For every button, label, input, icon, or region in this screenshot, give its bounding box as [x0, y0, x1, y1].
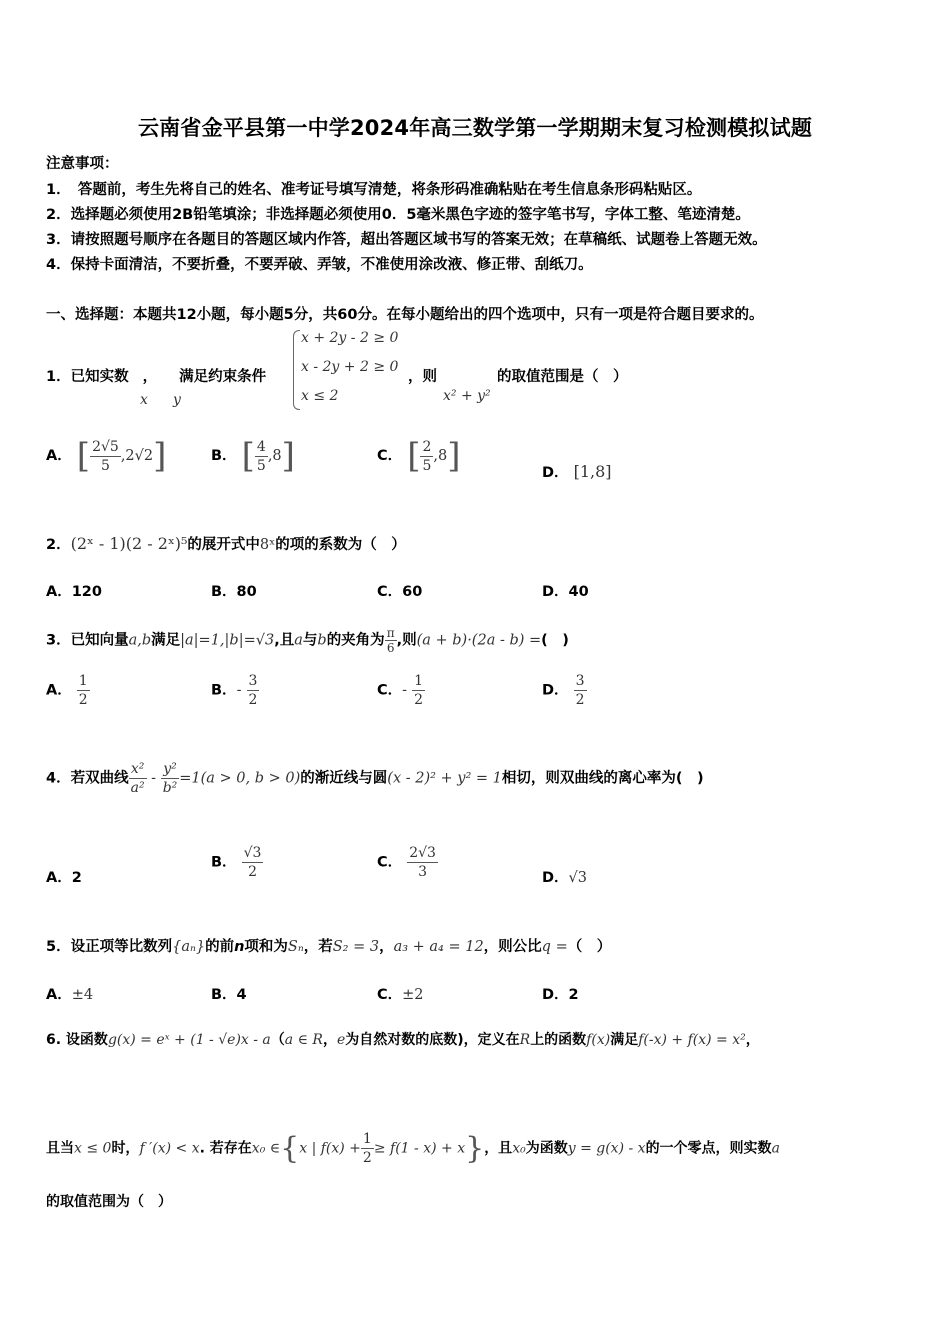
- q3-option-b[interactable]: [211, 672, 259, 709]
- q5-text-a: 5．设正项等比数列: [46, 939, 173, 955]
- frac-num: √3: [243, 845, 262, 861]
- q4-option-b[interactable]: [211, 844, 263, 881]
- q6-text-l: 为函数: [525, 1140, 568, 1157]
- q6-text-f: 满足: [610, 1032, 639, 1048]
- q6-set-b: ≥ f(1 - x) + x: [373, 1140, 466, 1157]
- q3-vars: a,b: [128, 632, 152, 649]
- q3-option-a-frac: [77, 672, 90, 709]
- q2-term: 8ˣ: [259, 537, 276, 553]
- q6-text-d: 为自然对数的底数)，定义在: [345, 1032, 520, 1048]
- q1-option-c[interactable]: [377, 436, 461, 476]
- q1-text-a: 1．已知实数: [46, 369, 129, 385]
- q5-text-b: 的前: [205, 939, 235, 955]
- q5-option-c-label: C．: [377, 987, 403, 1003]
- q3-option-c-sign: -: [402, 682, 408, 699]
- q3-option-a-label: A．: [46, 682, 72, 699]
- q4-option-c-label: C．: [377, 854, 403, 871]
- q3-var-b: b: [317, 632, 327, 649]
- notice-item-4: 4．保持卡面清洁，不要折叠，不要弄破、弄皱，不准使用涂改液、修正带、刮纸刀。: [46, 257, 593, 273]
- bracket-icon: [: [241, 436, 255, 476]
- q6-text-g: ，: [745, 1032, 760, 1048]
- q5-var-n: n: [234, 939, 245, 955]
- q3-condition: |a|=1,|b|=√3: [180, 632, 275, 649]
- frac-num: x²: [129, 760, 147, 779]
- q1-prefix: [46, 365, 266, 386]
- frac-den: a²: [130, 780, 145, 796]
- q5-line: [46, 935, 611, 956]
- frac-num: 1: [78, 673, 88, 689]
- q4-option-c-frac: [407, 844, 438, 881]
- bracket-icon: ]: [447, 436, 461, 476]
- q4-text-b: 的渐近线与圆: [300, 770, 388, 787]
- q6-line-1: [46, 1029, 760, 1049]
- q1-option-b-label: B．: [211, 448, 237, 464]
- q2-option-c[interactable]: C．60: [377, 584, 423, 600]
- q5-suffix: （ ）: [567, 939, 612, 955]
- q6-text-m: 的一个零点，则实数: [645, 1140, 772, 1157]
- q3-line: [46, 626, 569, 655]
- q1-option-d[interactable]: [542, 461, 612, 482]
- q1-option-b-frac: [255, 438, 268, 475]
- q2-option-b[interactable]: B．80: [211, 584, 257, 600]
- q2-suffix: 的项的系数为（ ）: [275, 537, 406, 553]
- frac-num: 2√3: [409, 845, 436, 861]
- frac-num: 2: [422, 438, 432, 455]
- q4-option-a-label: A．2: [46, 870, 82, 886]
- q6-a-in-r: a ∈ R: [284, 1032, 323, 1048]
- q4-option-b-frac: [242, 844, 264, 881]
- q4-suffix: 相切，则双曲线的离心率为( ): [501, 770, 704, 787]
- q6-text-j: . 若存在: [199, 1140, 252, 1157]
- q4-frac-x: [129, 760, 147, 797]
- bracket-icon: [: [76, 436, 91, 476]
- q3-option-d-frac: [574, 672, 587, 709]
- q6-text-h: 且当: [46, 1140, 74, 1157]
- section-heading: 一、选择题：本题共12小题，每小题5分，共60分。在每小题给出的四个选项中，只有一项是符合题目要求的。: [46, 307, 764, 323]
- q3-option-b-label: B．: [211, 682, 237, 699]
- q1-system: [301, 324, 398, 411]
- notice-heading: 注意事项：: [46, 156, 119, 172]
- q1-option-a-tail: ,2√2: [120, 448, 154, 464]
- q6-line-2: [46, 1130, 780, 1167]
- frac-den: 5: [256, 457, 266, 474]
- q1-text-b: 满足约束条件: [179, 369, 267, 385]
- q6-x0-in: x₀ ∈: [251, 1140, 281, 1157]
- q1-system-brace: [293, 330, 300, 410]
- frac-num: 4: [256, 438, 266, 455]
- frac-den: 2: [248, 864, 257, 880]
- q5-option-b-label: B．4: [211, 987, 247, 1003]
- q3-text-a: 3．已知向量: [46, 632, 129, 649]
- q6-condition: f(-x) + f(x) = x²: [638, 1032, 746, 1048]
- q5-option-c-value: ±2: [402, 987, 424, 1003]
- q1-var-y: y: [173, 392, 181, 408]
- frac-den: 2: [78, 692, 88, 708]
- q6-var-e: e: [336, 1032, 346, 1048]
- q6-function-y: y = g(x) - x: [567, 1140, 646, 1157]
- frac-num: 3: [248, 673, 258, 689]
- q6-condition-x: x ≤ 0: [74, 1140, 112, 1157]
- brace-open-icon: {: [280, 1131, 300, 1166]
- q1-constraint-3: x ≤ 2: [301, 388, 339, 404]
- q3-text-f: ,则: [396, 632, 417, 649]
- frac-den: 2: [248, 692, 258, 708]
- q3-text-d: 与: [302, 632, 318, 649]
- q4-circle: (x - 2)² + y² = 1: [387, 770, 502, 787]
- q1-option-a-frac: [90, 438, 121, 475]
- q5-option-c[interactable]: [377, 983, 424, 1004]
- q2-line: [46, 533, 406, 554]
- q3-expression: (a + b)·(2a - b) =: [416, 632, 542, 649]
- frac-num: 1: [362, 1131, 372, 1147]
- q5-text-e: ，则公比: [483, 939, 542, 955]
- q5-option-a[interactable]: [46, 983, 93, 1004]
- q6-line-3: 的取值范围为（ ）: [46, 1194, 172, 1210]
- q1-option-d-label: D．: [542, 465, 569, 481]
- q6-set-a: x | f(x) +: [299, 1140, 361, 1157]
- q3-text-c: ,且: [274, 632, 295, 649]
- q3-option-b-frac: [247, 672, 260, 709]
- q5-option-d[interactable]: [542, 983, 579, 1004]
- q2-number: 2．: [46, 537, 71, 553]
- q1-var-x: x: [140, 392, 148, 408]
- q6-half: [361, 1130, 374, 1167]
- q6-function-f: f(x): [586, 1032, 611, 1048]
- q6-var-a: a: [771, 1140, 780, 1157]
- q1-option-d-value: [1,8]: [573, 462, 612, 481]
- q3-option-c-label: C．: [377, 682, 403, 699]
- q4-text-a: 4．若双曲线: [46, 770, 129, 787]
- q4-frac-y: [161, 760, 180, 797]
- q4-option-d-value: √3: [568, 870, 588, 886]
- q2-expression: (2ˣ - 1)(2 - 2ˣ)⁵: [70, 534, 188, 553]
- q1-option-c-label: C．: [377, 448, 403, 464]
- q4-line: 4．若双曲线 $\frac{\text{x²}}{\text{a²}}$ - $\frac{\text{y²}}{\text{b²}}$ =1(a > 0, b > 0)的渐近线与圆(x - 2)² + y² = 1相切，则双曲线的离心率为( ): [46, 761, 704, 796]
- q6-text-a: 6. 设函数: [46, 1032, 108, 1048]
- q5-option-b[interactable]: [211, 983, 247, 1004]
- frac-den: 2: [414, 692, 424, 708]
- q3-angle: [385, 626, 397, 655]
- q1-expression: x² + y²: [443, 388, 491, 404]
- notice-item-2: 2．选择题必须使用2B铅笔填涂；非选择题必须使用0．5毫米黑色字迹的签字笔书写，字体工整、笔迹清楚。: [46, 207, 750, 223]
- q3-option-d-label: D．: [542, 682, 569, 699]
- notice-item-1: 1． 答题前，考生先将自己的姓名、准考证号填写清楚，将条形码准确粘贴在考生信息条形码粘贴区。: [46, 182, 702, 198]
- q5-text-d: ，若: [303, 939, 333, 955]
- frac-den: 5: [100, 457, 110, 474]
- q1-option-c-frac: [420, 438, 433, 475]
- q1-option-b[interactable]: [211, 436, 295, 476]
- bracket-icon: [: [407, 436, 421, 476]
- q3-option-a[interactable]: [46, 672, 90, 709]
- notice-item-3: 3．请按照题号顺序在各题目的答题区域内作答，超出答题区域书写的答案无效；在草稿纸、试题卷上答题无效。: [46, 232, 767, 248]
- frac-den: 6: [386, 641, 395, 655]
- frac-den: 5: [422, 457, 432, 474]
- q1-option-b-tail: ,8: [267, 448, 282, 464]
- q4-option-a[interactable]: [46, 866, 82, 887]
- q6-text-e: 上的函数: [530, 1032, 587, 1048]
- q1-constraint-2: x - 2y + 2 ≥ 0: [301, 359, 399, 375]
- q5-option-d-label: D．2: [542, 987, 579, 1003]
- frac-num: 1: [414, 673, 424, 689]
- q6-text-k: ，且: [484, 1140, 513, 1157]
- q3-var-a: a: [294, 632, 303, 649]
- bracket-icon: ]: [281, 436, 295, 476]
- q6-var-r: R: [519, 1032, 531, 1048]
- q5-separator: ，: [379, 939, 394, 955]
- q5-text-c: 项和为: [244, 939, 288, 955]
- q4-option-b-label: B．: [211, 854, 237, 871]
- q1-option-a-label: A．: [46, 448, 72, 464]
- q5-option-a-value: ±4: [71, 987, 94, 1003]
- q1-constraint-1: x + 2y - 2 ≥ 0: [301, 330, 399, 346]
- q4-condition: =1(a > 0, b > 0): [179, 770, 301, 787]
- q3-suffix: ( ): [541, 632, 569, 649]
- frac-num: y²: [161, 760, 180, 779]
- q6-x0: x₀: [512, 1140, 526, 1157]
- frac-den: 3: [418, 864, 428, 880]
- bracket-icon: ]: [153, 436, 167, 476]
- frac-den: 2: [575, 692, 585, 708]
- q5-condition-2: a₃ + a₄ = 12: [393, 939, 484, 955]
- frac-den: 2: [362, 1150, 372, 1166]
- q4-option-d-label: D．: [542, 870, 569, 886]
- q1-option-a[interactable]: [46, 436, 166, 476]
- q3-option-c[interactable]: [377, 672, 425, 709]
- q5-option-a-label: A．: [46, 987, 72, 1003]
- q3-option-d[interactable]: [542, 672, 587, 709]
- q3-option-b-sign: -: [236, 682, 242, 699]
- q3-option-c-frac: [412, 672, 425, 709]
- q5-condition-1: S₂ = 3: [332, 939, 380, 955]
- frac-num: 3: [575, 673, 585, 689]
- q1-then: ，则: [408, 369, 437, 385]
- q3-text-e: 的夹角为: [326, 632, 385, 649]
- frac-num: 2√5: [92, 438, 119, 455]
- q6-text-b: （: [270, 1032, 285, 1048]
- q6-condition-derivative: f ′(x) < x: [139, 1140, 200, 1157]
- page-title: 云南省金平县第一中学2024年高三数学第一学期期末复习检测模拟试题: [137, 116, 813, 140]
- q1-option-c-tail: ,8: [433, 448, 448, 464]
- q4-option-d[interactable]: [542, 866, 587, 887]
- q3-text-b: 满足: [151, 632, 181, 649]
- q2-option-d[interactable]: D．40: [542, 584, 589, 600]
- q6-text-i: 时，: [111, 1140, 140, 1157]
- q5-sequence: {aₙ}: [172, 939, 206, 955]
- q5-sum: Sₙ: [287, 939, 304, 955]
- brace-close-icon: }: [465, 1131, 485, 1166]
- q6-text-c: ，: [322, 1032, 337, 1048]
- q1-comma: ，: [142, 369, 158, 385]
- q4-option-c[interactable]: [377, 844, 438, 881]
- q2-text-a: 的展开式中: [187, 537, 260, 553]
- q2-option-a[interactable]: A．120: [46, 584, 102, 600]
- q6-function-g: g(x) = eˣ + (1 - √e)x - a: [107, 1032, 271, 1048]
- q1-suffix: 的取值范围是（ ）: [497, 369, 628, 385]
- frac-num: π: [386, 626, 395, 640]
- q5-ratio: q =: [541, 939, 568, 955]
- frac-den: b²: [162, 780, 178, 796]
